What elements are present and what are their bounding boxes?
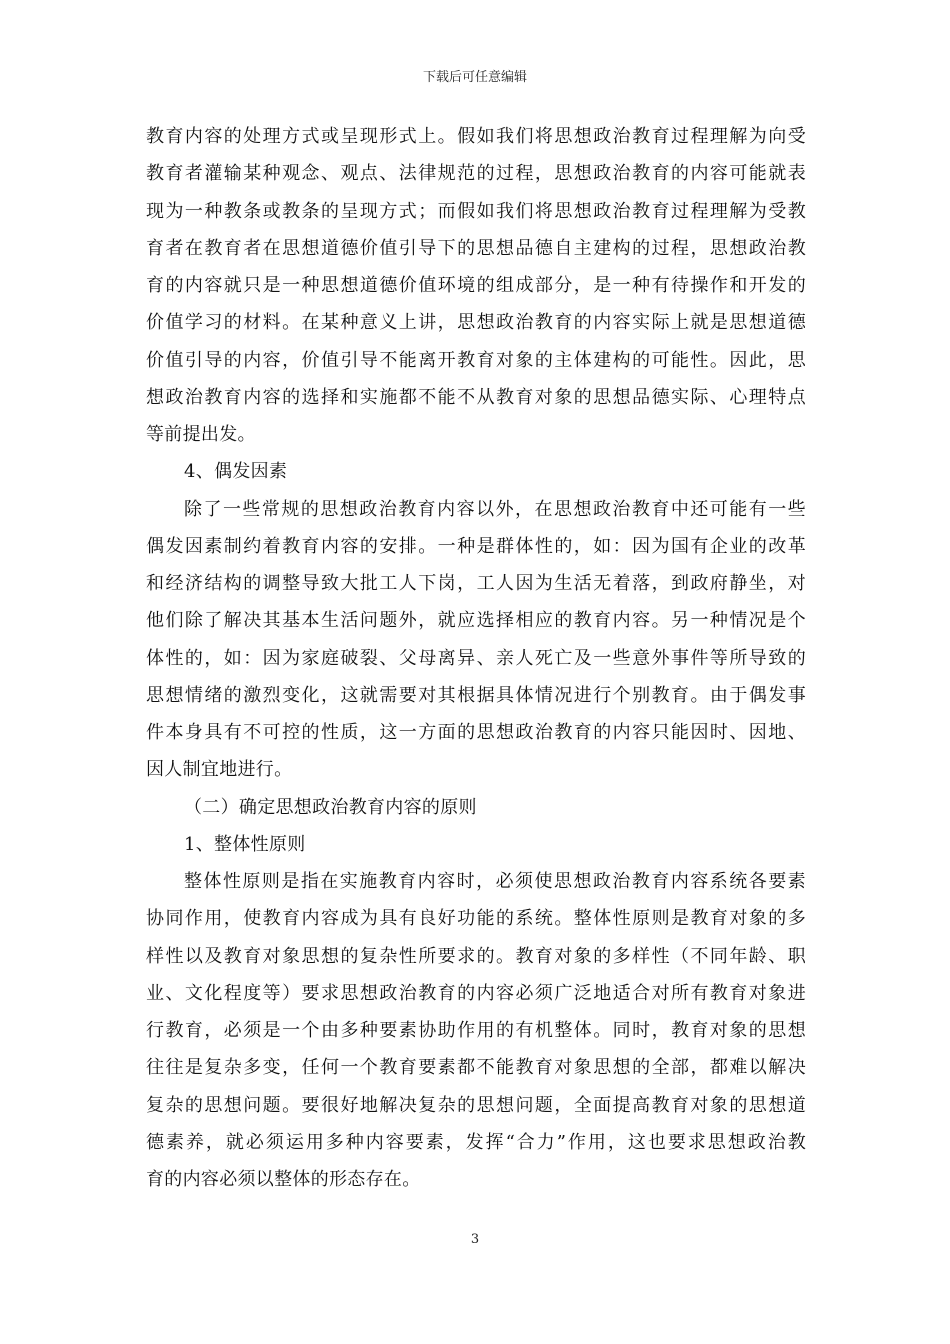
- text-line: 价值学习的材料。在某种意义上讲，思想政治教育的内容实际上就是思想道德: [146, 312, 806, 334]
- page-number: 3: [470, 1232, 480, 1247]
- text-line: 复杂的思想问题。要很好地解决复杂的思想问题，全面提高教育对象的思想道: [146, 1094, 806, 1116]
- text-line: 想政治教育内容的选择和实施都不能不从教育对象的思想品德实际、心理特点: [146, 386, 806, 408]
- text-line: 育者在教育者在思想道德价值引导下的思想品德自主建构的过程，思想政治教: [146, 237, 806, 259]
- text-line: 教育内容的处理方式或呈现形式上。假如我们将思想政治教育过程理解为向受: [146, 126, 806, 147]
- text-line: 偶发因素制约着教育内容的安排。一种是群体性的，如：因为国有企业的改革: [146, 535, 806, 557]
- text-line: 价值引导的内容，价值引导不能离开教育对象的主体建构的可能性。因此，思: [146, 349, 806, 371]
- text-line: 因人制宜地进行。: [146, 759, 293, 781]
- text-line: 协同作用，使教育内容成为具有良好功能的系统。整体性原则是教育对象的多: [146, 908, 806, 930]
- text-line: 现为一种教条或教条的呈现方式；而假如我们将思想政治教育过程理解为受教: [146, 200, 806, 222]
- text-line: 整体性原则是指在实施教育内容时，必须使思想政治教育内容系统各要素: [184, 871, 806, 892]
- text-line: 往往是复杂多变，任何一个教育要素都不能教育对象思想的全部，都难以解决: [146, 1057, 806, 1079]
- text-line: 等前提出发。: [146, 424, 256, 445]
- text-line: 思想情绪的激烈变化，这就需要对其根据具体情况进行个别教育。由于偶发事: [146, 684, 806, 706]
- text-line: 德素养，就必须运用多种内容要素，发挥“合力”作用，这也要求思想政治教: [146, 1131, 806, 1153]
- text-line: 业、文化程度等）要求思想政治教育的内容必须广泛地适合对所有教育对象进: [146, 982, 806, 1004]
- text-line: 除了一些常规的思想政治教育内容以外，在思想政治教育中还可能有一些: [184, 498, 806, 520]
- text-line: 体性的，如：因为家庭破裂、父母离异、亲人死亡及一些意外事件等所导致的: [146, 647, 806, 669]
- text-line: 行教育，必须是一个由多种要素协助作用的有机整体。同时，教育对象的思想: [146, 1020, 806, 1041]
- text-line: 教育者灌输某种观念、观点、法律规范的过程，思想政治教育的内容可能就表: [146, 163, 806, 185]
- section-heading: 1、整体性原则: [184, 833, 306, 855]
- section-heading: （二）确定思想政治教育内容的原则: [184, 796, 477, 818]
- document-body: [146, 118, 806, 1198]
- text-line: 样性以及教育对象思想的复杂性所要求的。教育对象的多样性（不同年龄、职: [146, 945, 806, 967]
- section-heading: 4、偶发因素: [184, 461, 288, 483]
- text-line: 育的内容必须以整体的形态存在。: [146, 1169, 421, 1190]
- text-line: 和经济结构的调整导致大批工人下岗，工人因为生活无着落，到政府静坐，对: [146, 573, 806, 594]
- page-header: 下载后可任意编辑: [422, 70, 527, 85]
- text-line: 件本身具有不可控的性质，这一方面的思想政治教育的内容只能因时、因地、: [146, 722, 806, 743]
- text-line: 他们除了解决其基本生活问题外，就应选择相应的教育内容。另一种情况是个: [146, 610, 806, 632]
- text-line: 育的内容就只是一种思想道德价值环境的组成部分，是一种有待操作和开发的: [146, 275, 806, 296]
